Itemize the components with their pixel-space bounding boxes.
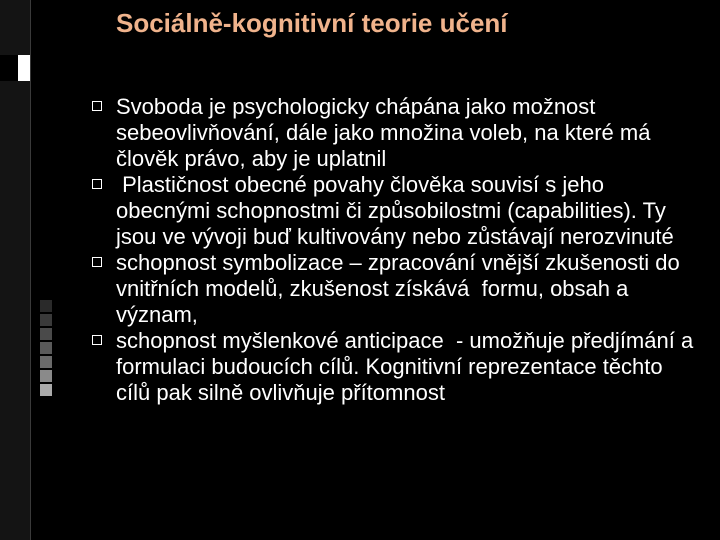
decor-strip-4: [40, 342, 52, 354]
left-divider-line: [30, 0, 31, 540]
bullet-item: [92, 250, 702, 328]
bullet-text: schopnost symbolizace – zpracování vnější zkušenosti do vnitřních modelů, zkušenost získává formu, obsah a význam,: [116, 250, 686, 327]
hollow-square-bullet-icon: [92, 335, 102, 345]
slide-title: Sociálně-kognitivní teorie učení: [116, 8, 508, 38]
decor-strip-3: [40, 328, 52, 340]
decor-strip-6: [40, 370, 52, 382]
bullet-text: Plastičnost obecné povahy člověka souvisí s jeho obecnými schopnostmi či způsobilostmi (capabilities). Ty jsou ve vývoji buď kultivovány nebo zůstávají nerozvinuté: [116, 172, 674, 249]
bullet-item: [92, 172, 702, 250]
decor-white-square: [18, 55, 30, 81]
left-decor-panel: [0, 0, 30, 540]
bullet-item: [92, 328, 702, 406]
bullet-text: schopnost myšlenkové anticipace - umožňuje předjímání a formulaci budoucích cílů. Kognitivní reprezentace těchto cílů pak silně ovlivňuje přítomnost: [116, 328, 700, 405]
decor-strip-5: [40, 356, 52, 368]
decor-strip-2: [40, 314, 52, 326]
decor-strip-7: [40, 384, 52, 396]
hollow-square-bullet-icon: [92, 179, 102, 189]
bullet-text: Svoboda je psychologicky chápána jako možnost sebeovlivňování, dále jako množina voleb, na které má člověk právo, aby je uplatnil: [116, 94, 651, 171]
decor-black-block: [0, 55, 18, 81]
hollow-square-bullet-icon: [92, 257, 102, 267]
bullet-list: [92, 94, 702, 406]
bullet-item: [92, 94, 702, 172]
hollow-square-bullet-icon: [92, 101, 102, 111]
decor-strip-1: [40, 300, 52, 312]
